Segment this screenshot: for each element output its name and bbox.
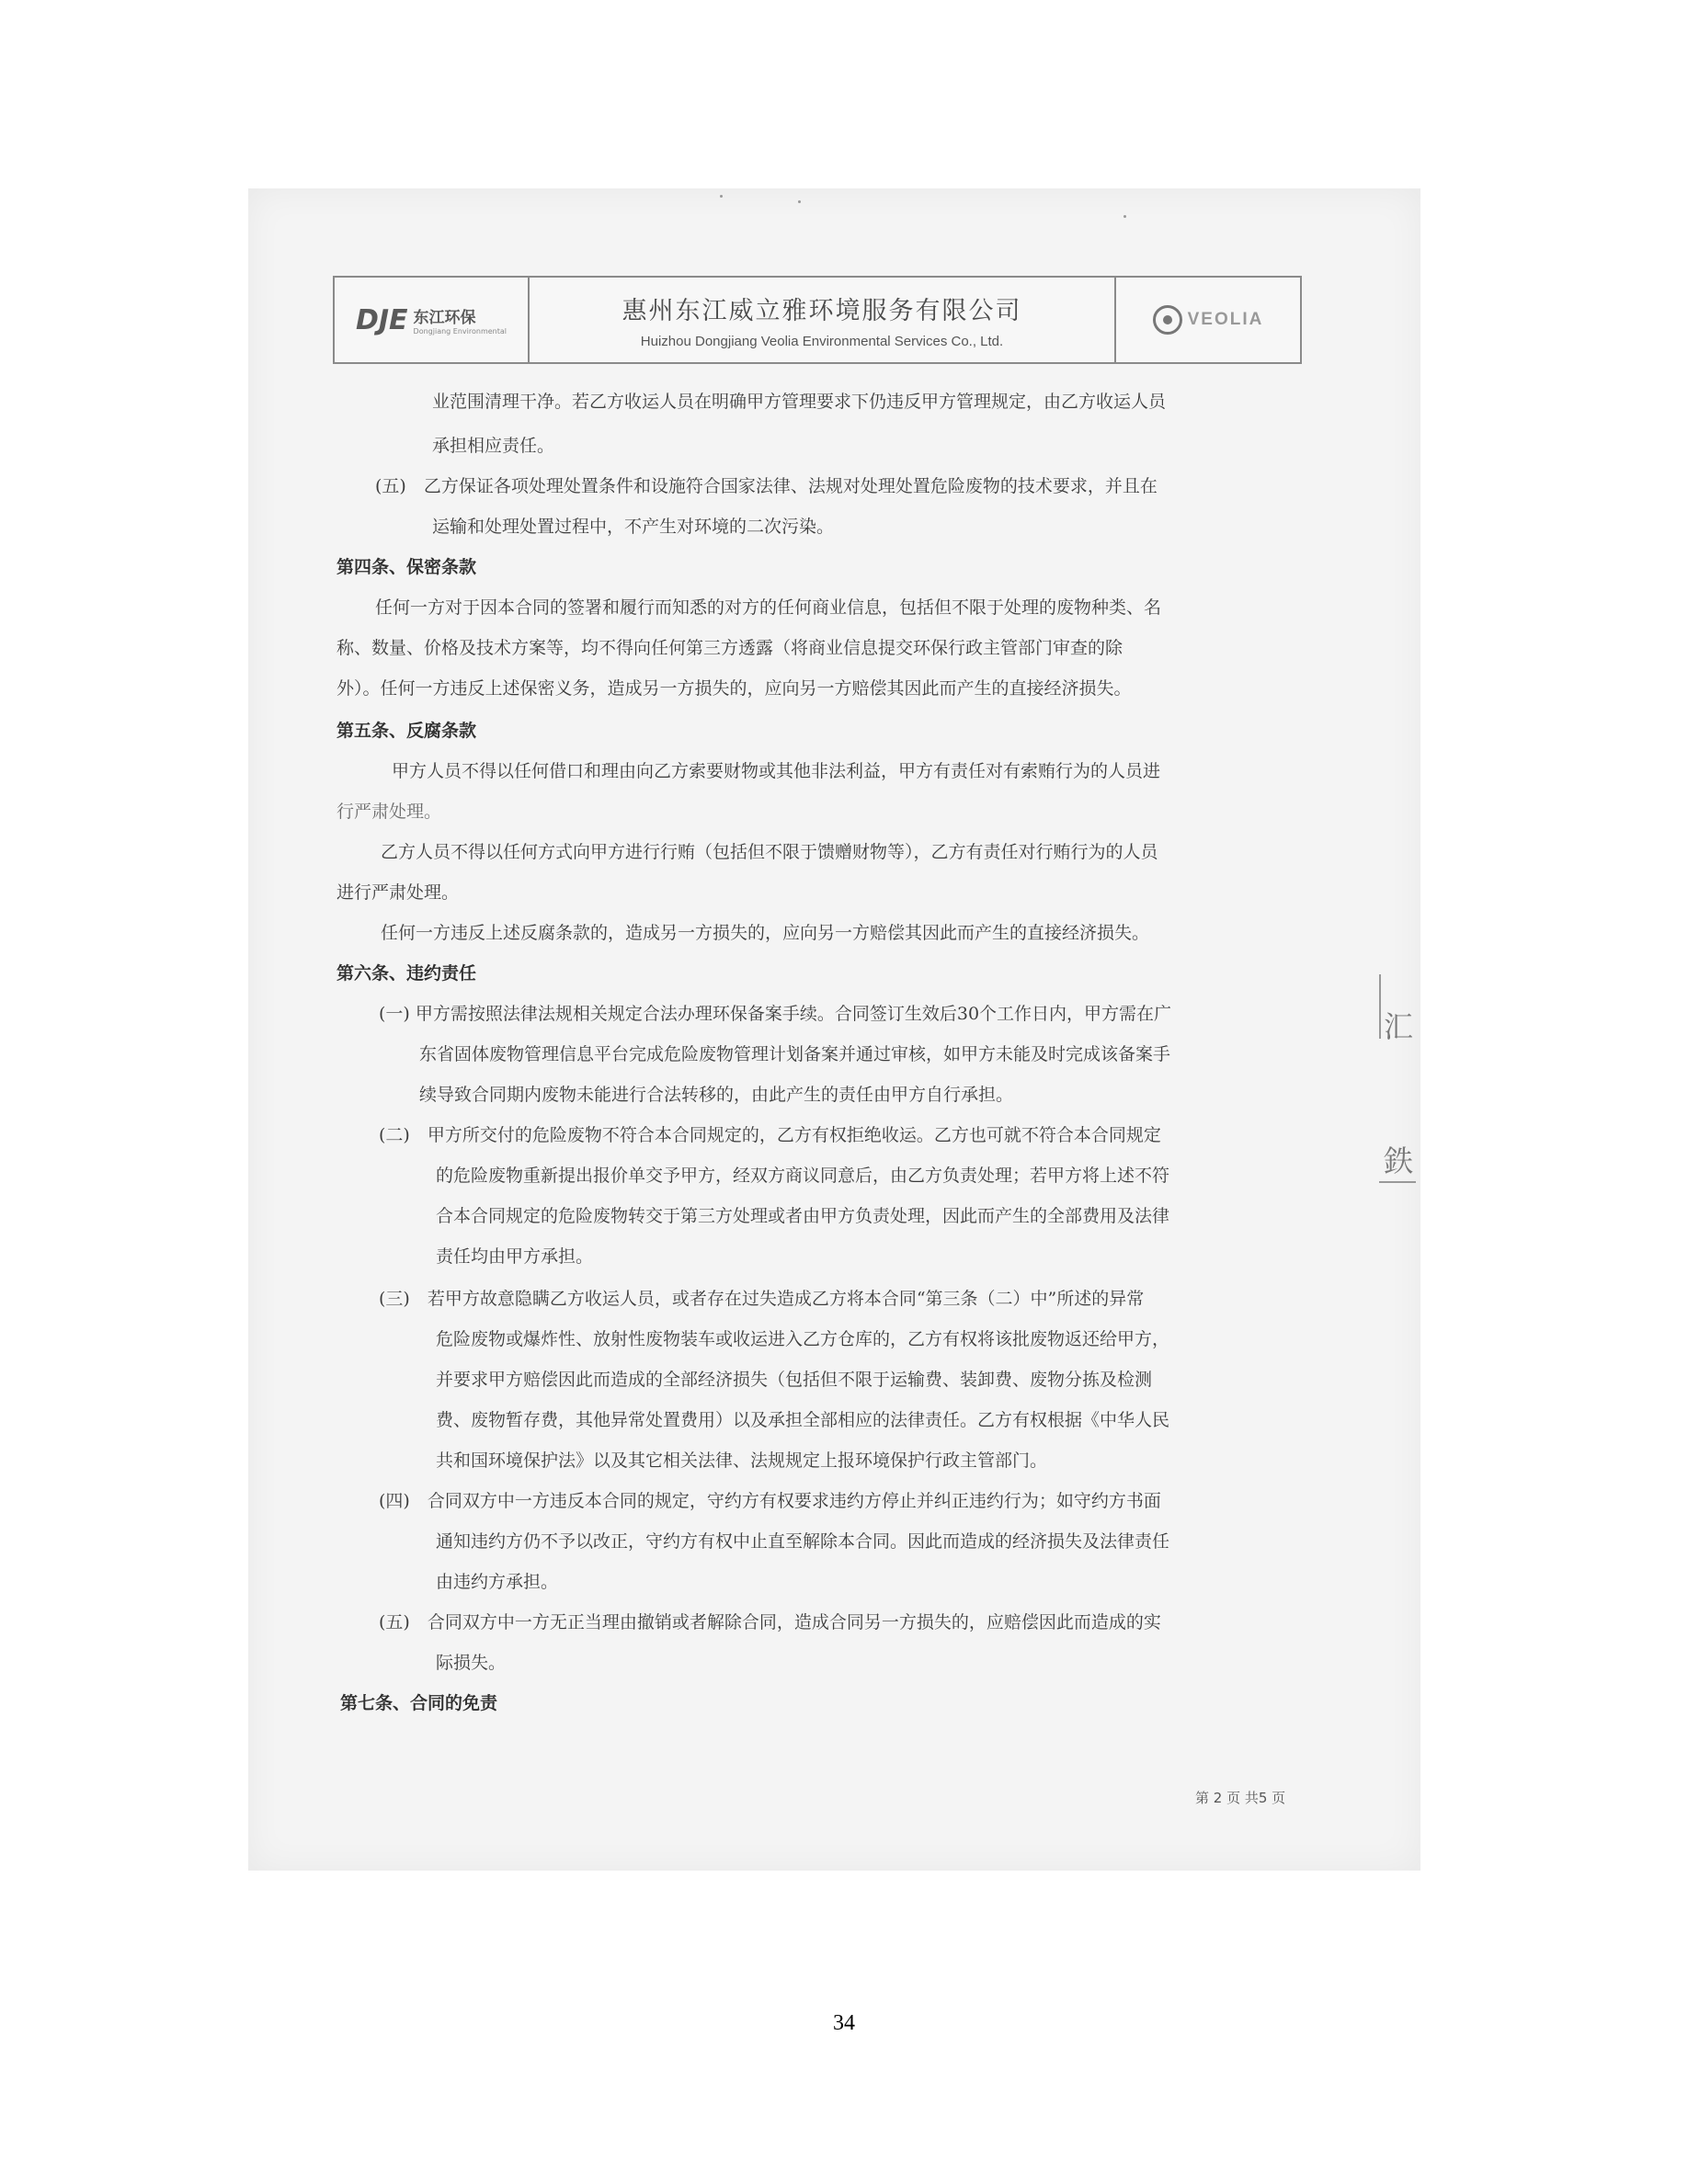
margin-bracket xyxy=(1379,974,1381,1039)
body-line: 共和国环境保护法》以及其它相关法律、法规规定上报环境保护行政主管部门。 xyxy=(436,1450,1048,1471)
body-line: (五) 乙方保证各项处理处置条件和设施符合国家法律、法规对处理处置危险废物的技术要求，并且在 xyxy=(375,476,1158,496)
body-line: (四) 合同双方中一方违反本合同的规定，守约方有权要求违约方停止并纠正违约行为；如守约方书面 xyxy=(379,1491,1161,1511)
body-line: 责任均由甲方承担。 xyxy=(436,1246,594,1267)
margin-mark: 鉄 xyxy=(1384,1143,1414,1178)
body-line: 甲方人员不得以任何借口和理由向乙方索要财物或其他非法利益，甲方有责任对有索贿行为的人员进 xyxy=(392,761,1161,781)
section-heading: 第五条、反腐条款 xyxy=(336,721,477,741)
body-line: (一) 甲方需按照法律法规相关规定合法办理环保备案手续。合同签订生效后30个工作日内，甲方需在广 xyxy=(379,1004,1172,1024)
veolia-logo xyxy=(1114,278,1300,362)
dongjiang-logo-text: 东江环保 xyxy=(413,309,476,327)
page-number: 34 xyxy=(833,2011,855,2035)
body-line: 东省固体废物管理信息平台完成危险废物管理计划备案并通过审核，如甲方未能及时完成该备案手 xyxy=(419,1044,1171,1064)
body-line: 由违约方承担。 xyxy=(436,1572,559,1592)
margin-bracket xyxy=(1379,1181,1416,1183)
body-line: 任何一方对于因本合同的签署和履行而知悉的对方的任何商业信息，包括但不限于处理的废物种类、名 xyxy=(375,597,1162,618)
body-line: 危险废物或爆炸性、放射性废物装车或收运进入乙方仓库的，乙方有权将该批废物返还给甲方， xyxy=(436,1329,1170,1349)
dongjiang-logo-mark: DJE xyxy=(355,303,408,336)
body-line: 行严肃处理。 xyxy=(336,802,442,822)
section-heading: 第四条、保密条款 xyxy=(336,557,477,577)
body-line: 的危险废物重新提出报价单交予甲方，经双方商议同意后，由乙方负责处理；若甲方将上述不符 xyxy=(436,1166,1170,1186)
margin-mark: 汇 xyxy=(1384,1009,1414,1044)
body-line: 续导致合同期内废物未能进行合法转移的，由此产生的责任由甲方自行承担。 xyxy=(419,1085,1014,1105)
body-line: 外）。任何一方违反上述保密义务，造成另一方损失的，应向另一方赔偿其因此而产生的直接经济损失。 xyxy=(336,678,1132,699)
letterhead xyxy=(333,276,1302,364)
veolia-logo-text: VEOLIA xyxy=(1187,310,1264,329)
body-line: (五) 合同双方中一方无正当理由撤销或者解除合同，造成合同另一方损失的，应赔偿因此而造成的实 xyxy=(379,1612,1161,1632)
body-line: 费、废物暂存费，其他异常处置费用）以及承担全部相应的法律责任。乙方有权根据《中华人民 xyxy=(436,1410,1170,1430)
body-line: 称、数量、价格及技术方案等，均不得向任何第三方透露（将商业信息提交环保行政主管部门审查的除 xyxy=(336,638,1123,658)
veolia-circle-icon xyxy=(1153,305,1182,335)
body-line: 通知违约方仍不予以改正，守约方有权中止直至解除本合同。因此而造成的经济损失及法律责任 xyxy=(436,1531,1170,1552)
body-line: 业范围清理干净。若乙方收运人员在明确甲方管理要求下仍违反甲方管理规定，由乙方收运人员 xyxy=(432,392,1167,412)
page-footer: 第 2 页 共5 页 xyxy=(1195,1790,1286,1806)
scan-speck xyxy=(1123,215,1126,218)
body-line: 乙方人员不得以任何方式向甲方进行行贿（包括但不限于馈赠财物等），乙方有责任对行贿行为的人员 xyxy=(381,842,1158,862)
dongjiang-logo-subtext: Dongjiang Environmental xyxy=(413,327,507,336)
body-line: (二) 甲方所交付的危险废物不符合本合同规定的，乙方有权拒绝收运。乙方也可就不符合本合同规定 xyxy=(379,1125,1161,1145)
section-heading: 第六条、违约责任 xyxy=(336,963,477,984)
body-line: 运输和处理处置过程中，不产生对环境的二次污染。 xyxy=(432,517,835,537)
body-line: (三) 若甲方故意隐瞒乙方收运人员，或者存在过失造成乙方将本合同“第三条（二）中”所述的异常 xyxy=(379,1289,1145,1309)
body-line: 并要求甲方赔偿因此而造成的全部经济损失（包括但不限于运输费、装卸费、废物分拣及检测 xyxy=(436,1370,1153,1390)
body-line: 承担相应责任。 xyxy=(432,436,555,456)
scan-speck xyxy=(798,200,801,203)
scan-speck xyxy=(720,195,723,198)
section-heading: 第七条、合同的免责 xyxy=(340,1693,498,1713)
dongjiang-logo xyxy=(335,278,530,362)
company-name-cn: 惠州东江威立雅环境服务有限公司 xyxy=(622,297,1022,325)
body-line: 际损失。 xyxy=(436,1653,507,1673)
body-line: 任何一方违反上述反腐条款的，造成另一方损失的，应向另一方赔偿其因此而产生的直接经济损失。 xyxy=(381,923,1150,943)
company-name-block xyxy=(530,278,1114,362)
body-line: 合本合同规定的危险废物转交于第三方处理或者由甲方负责处理，因此而产生的全部费用及法律 xyxy=(436,1206,1170,1226)
body-line: 进行严肃处理。 xyxy=(336,882,460,903)
company-name-en: Huizhou Dongjiang Veolia Environmental Services Co., Ltd. xyxy=(640,334,1004,349)
